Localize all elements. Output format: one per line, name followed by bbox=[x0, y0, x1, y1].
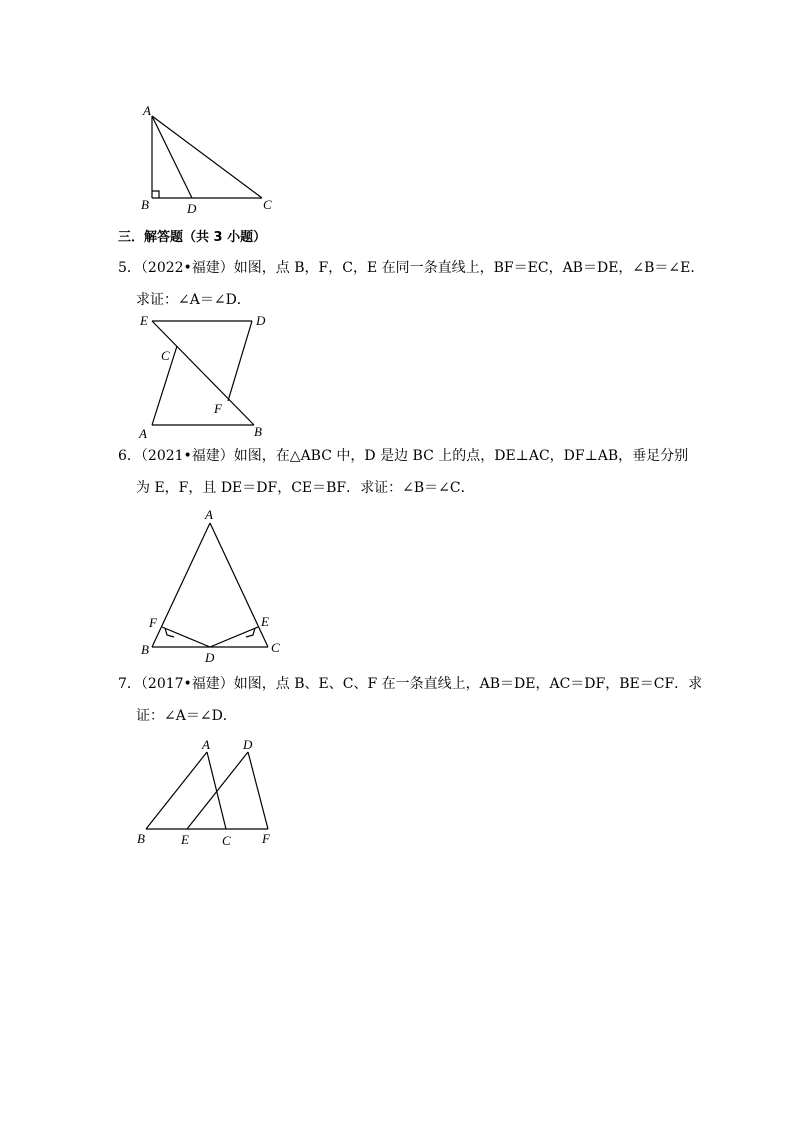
label-b: B bbox=[141, 642, 149, 657]
problem-7-number: 7． bbox=[118, 676, 141, 692]
label-d: D bbox=[256, 313, 266, 328]
label-a: A bbox=[205, 507, 213, 522]
problem-7-line-2: 证：∠A＝∠D． bbox=[136, 708, 237, 724]
problem-6-line-2: 为 E，F，且 DE＝DF，CE＝BF．求证：∠B＝∠C． bbox=[136, 480, 475, 496]
section-heading: 三．解答题（共 3 小题） bbox=[118, 230, 267, 245]
label-c: C bbox=[263, 197, 272, 212]
label-c: C bbox=[222, 833, 231, 848]
segment-ab bbox=[146, 752, 207, 829]
segment-ac bbox=[207, 752, 226, 829]
problem-5-number: 5． bbox=[118, 260, 141, 276]
label-a: A bbox=[139, 426, 147, 441]
label-d: D bbox=[187, 201, 197, 216]
problem-5-text-1: （2022•福建）如图，点 B，F，C，E 在同一条直线上，BF＝EC，AB＝DE，∠B＝∠E． bbox=[140, 260, 705, 276]
problem-5-line-2: 求证：∠A＝∠D． bbox=[136, 292, 251, 308]
label-c: C bbox=[161, 348, 170, 363]
problem-6-number: 6． bbox=[118, 448, 141, 464]
label-f: F bbox=[262, 831, 270, 846]
segment-df bbox=[248, 752, 268, 829]
segment-de bbox=[187, 752, 248, 829]
label-e: E bbox=[140, 313, 148, 328]
label-e: E bbox=[261, 614, 269, 629]
problem-7-text-1: （2017•福建）如图，点 B、E、C、F 在一条直线上，AB＝DE，AC＝DF，BE＝CF．求 bbox=[140, 676, 703, 692]
label-a: A bbox=[143, 103, 151, 118]
label-b: B bbox=[137, 831, 145, 846]
problem-6-text-1: （2021•福建）如图，在△ABC 中，D 是边 BC 上的点，DE⊥AC，DF⊥AB，垂足分别 bbox=[140, 448, 689, 464]
label-a: A bbox=[202, 737, 210, 752]
label-e: E bbox=[181, 832, 189, 847]
label-c: C bbox=[271, 640, 280, 655]
label-f: F bbox=[149, 615, 157, 630]
label-d: D bbox=[243, 737, 253, 752]
label-b: B bbox=[254, 424, 262, 439]
label-b: B bbox=[141, 197, 149, 212]
label-d: D bbox=[205, 650, 215, 665]
label-f: F bbox=[214, 401, 222, 416]
